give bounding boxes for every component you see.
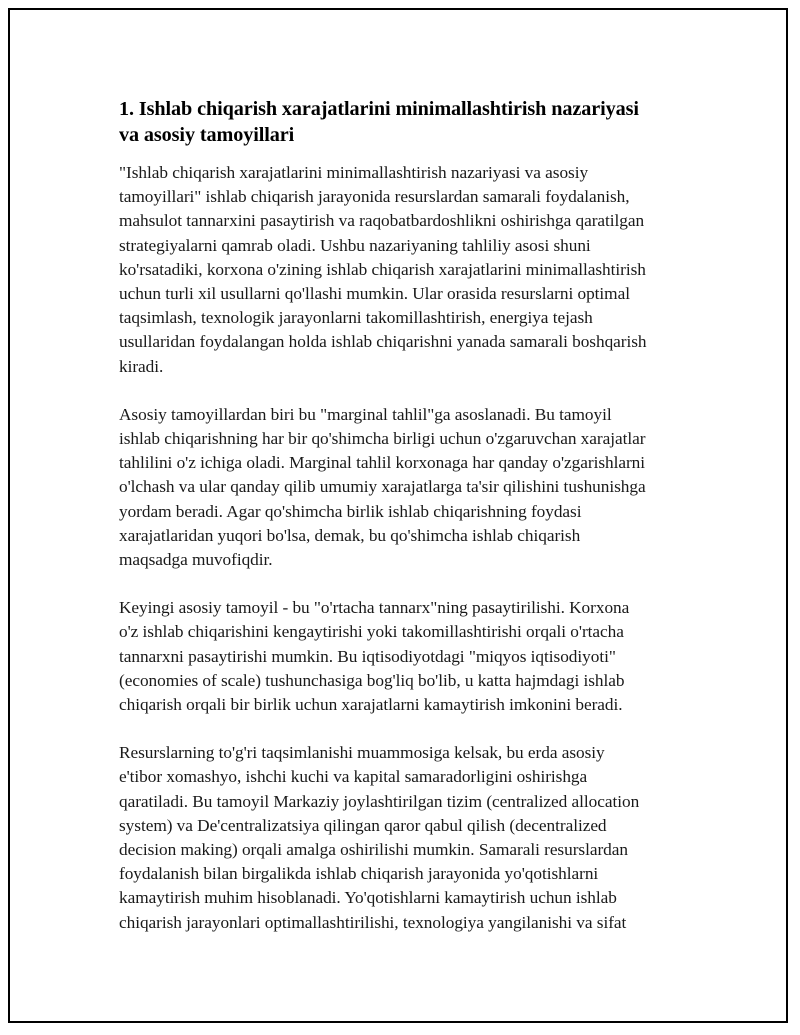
text-line: system) va De'centralizatsiya qilingan qaror qabul qilish (decentralized	[119, 815, 607, 835]
text-line: maqsadga muvofiqdir.	[119, 550, 273, 570]
text-line: o'lchash va ular qanday qilib umumiy xarajatlarga ta'sir qilishini tushunishga	[119, 477, 646, 497]
text-line: mahsulot tannarxini pasaytirish va raqobatbardoshlikni oshirishga qaratilgan	[119, 211, 645, 231]
text-line: yordam beradi. Agar qo'shimcha birlik ishlab chiqarishning foydasi	[119, 501, 582, 521]
paragraph-4	[119, 741, 704, 935]
text-line: tahlilini o'z ichiga oladi. Marginal tahlil korxonaga har qanday o'zgarishlarni	[119, 453, 645, 473]
text-line: chiqarish jarayonlari optimallashtirilishi, texnologiya yangilanishi va sifat	[119, 912, 627, 932]
text-line: uchun turli xil usullarni qo'llashi mumkin. Ular orasida resurslarni optimal	[119, 284, 630, 304]
document-content	[119, 96, 704, 935]
text-line: o'z ishlab chiqarishini kengaytirishi yoki takomillashtirishi orqali o'rtacha	[119, 622, 624, 642]
text-line: chiqarish orqali bir birlik uchun xarajatlarni kamaytirish imkonini beradi.	[119, 695, 623, 715]
text-line: tannarxni pasaytirishi mumkin. Bu iqtisodiyotdagi "miqyos iqtisodiyoti"	[119, 646, 616, 666]
text-line: tamoyillari" ishlab chiqarish jarayonida resurslardan samarali foydalanish,	[119, 187, 630, 207]
text-line: foydalanish bilan birgalikda ishlab chiqarish jarayonida yo'qotishlarni	[119, 864, 599, 884]
section-title	[119, 96, 704, 148]
text-line: e'tibor xomashyo, ishchi kuchi va kapital samaradorligini oshirishga	[119, 767, 588, 787]
text-line: kiradi.	[119, 356, 164, 376]
text-line: usullaridan foydalangan holda ishlab chiqarishni yanada samarali boshqarish	[119, 332, 647, 352]
text-line: decision making) orqali amalga oshirilishi mumkin. Samarali resurslardan	[119, 840, 628, 860]
text-line: (economies of scale) tushunchasiga bog'liq bo'lib, u katta hajmdagi ishlab	[119, 670, 625, 690]
text-line: "Ishlab chiqarish xarajatlarini minimallashtirish nazariyasi va asosiy	[119, 163, 589, 182]
paragraph-2	[119, 403, 704, 572]
text-line: ishlab chiqarishning har bir qo'shimcha birligi uchun o'zgaruvchan xarajatlar	[119, 429, 646, 449]
text-line: taqsimlash, texnologik jarayonlarni takomillashtirish, energiya tejash	[119, 308, 593, 328]
text-line: strategiyalarni qamrab oladi. Ushbu nazariyaning tahliliy asosi shuni	[119, 235, 591, 255]
paragraph-1	[119, 161, 704, 379]
text-line: xarajatlaridan yuqori bo'lsa, demak, bu qo'shimcha ishlab chiqarish	[119, 525, 581, 545]
text-line: ko'rsatadiki, korxona o'zining ishlab chiqarish xarajatlarini minimallashtirish	[119, 259, 646, 279]
text-line: kamaytirish muhim hisoblanadi. Yo'qotishlarni kamaytirish uchun ishlab	[119, 888, 617, 908]
text-line: qaratiladi. Bu tamoyil Markaziy joylashtirilgan tizim (centralized allocation	[119, 791, 640, 811]
text-line: Resurslarning to'g'ri taqsimlanishi muammosiga kelsak, bu erda asosiy	[119, 743, 605, 763]
text-line: Asosiy tamoyillardan biri bu "marginal tahlil"ga asoslanadi. Bu tamoyil	[119, 404, 612, 424]
section-title-line: 1. Ishlab chiqarish xarajatlarini minimallashtirish nazariyasi	[119, 98, 639, 120]
paragraph-3	[119, 596, 704, 717]
document-page	[8, 8, 788, 1023]
section-title-line: va asosiy tamoyillari	[119, 124, 295, 146]
text-line: Keyingi asosiy tamoyil - bu "o'rtacha tannarx"ning pasaytirilishi. Korxona	[119, 598, 630, 618]
